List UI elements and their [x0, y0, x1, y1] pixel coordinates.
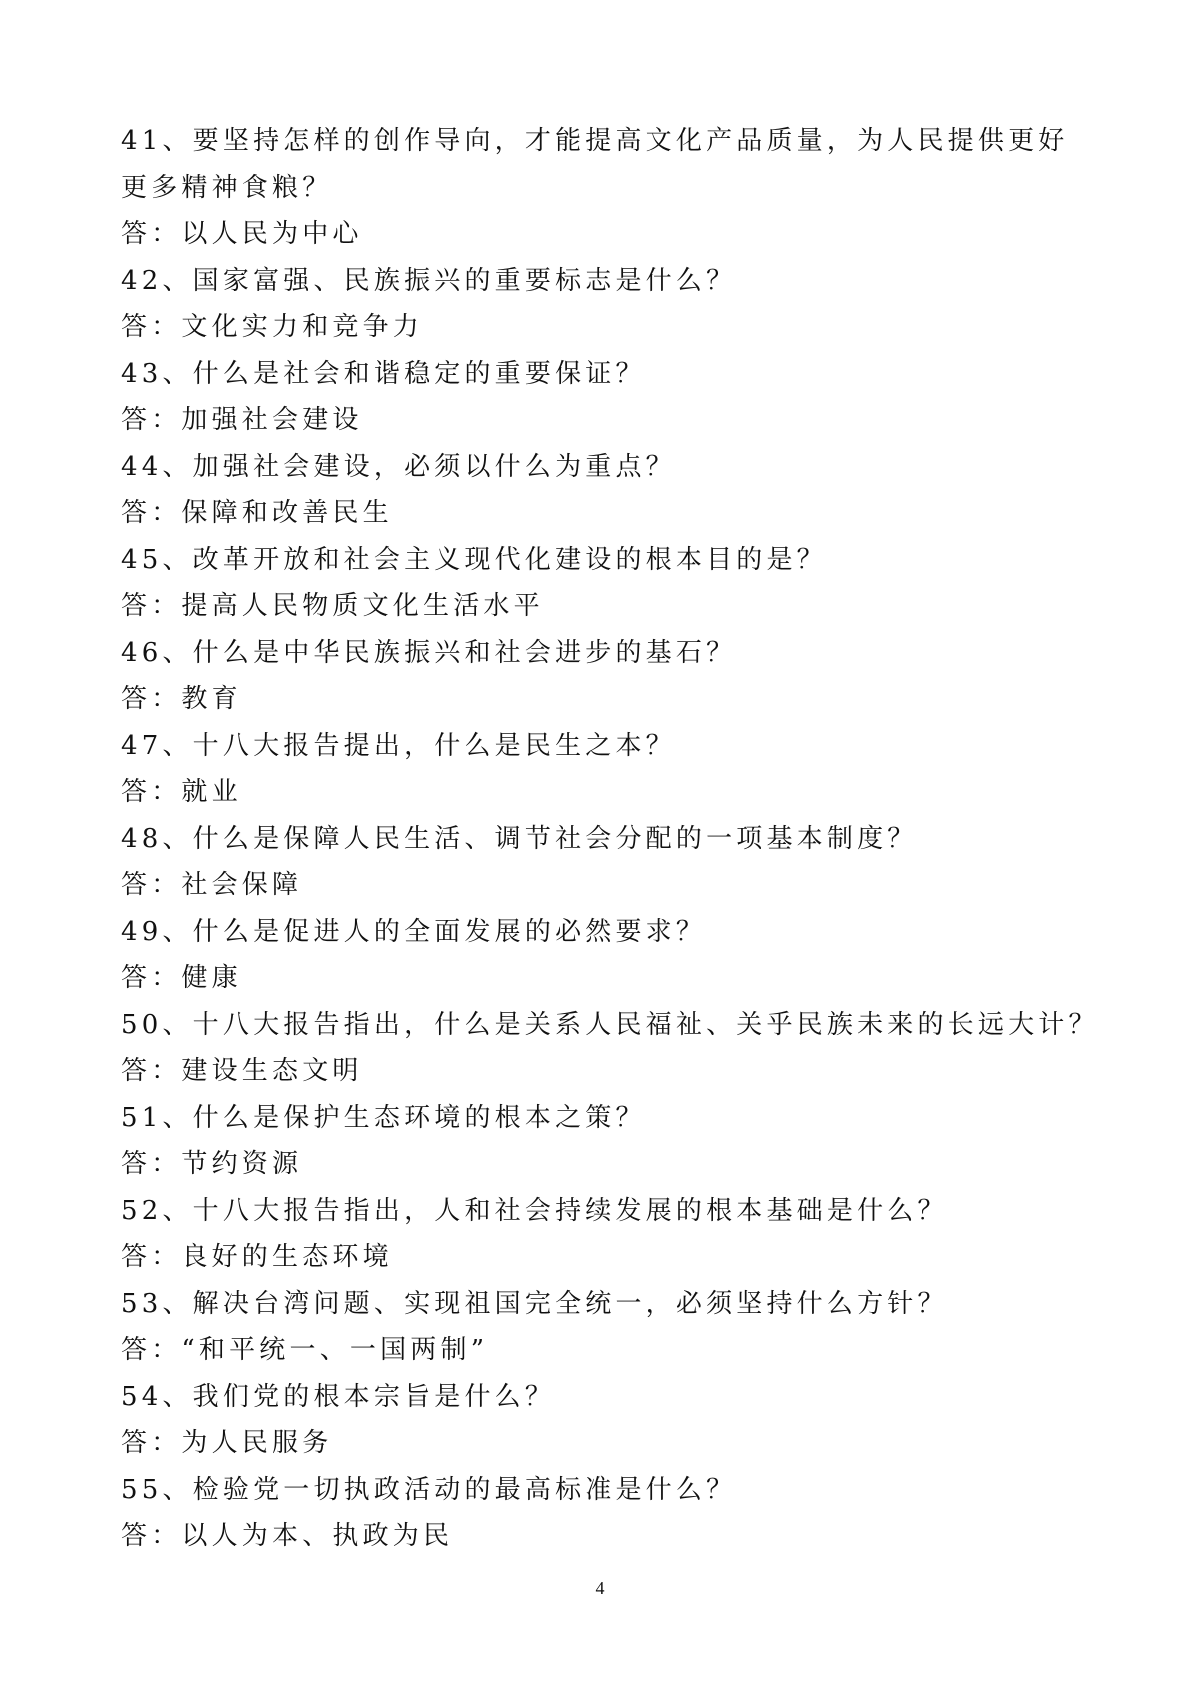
answer-46: 答：教育 [121, 684, 242, 714]
question-50: 50、十八大报告指出，什么是关系人民福祉、关乎民族未来的长远大计？ [121, 1009, 1099, 1040]
answer-44: 答：保障和改善民生 [121, 498, 393, 528]
question-42: 42、国家富强、民族振兴的重要标志是什么？ [121, 265, 737, 296]
question-44: 44、加强社会建设，必须以什么为重点？ [121, 451, 676, 482]
page-number: 4 [595, 1578, 605, 1598]
answer-51: 答：节约资源 [121, 1149, 303, 1179]
qa-list [121, 118, 1099, 1560]
answer-48: 答：社会保障 [121, 870, 303, 900]
answer-52: 答：良好的生态环境 [121, 1242, 393, 1272]
answer-55: 答：以人为本、执政为民 [121, 1521, 454, 1551]
answer-47: 答：就业 [121, 777, 242, 807]
answer-41: 答：以人民为中心 [121, 219, 363, 249]
question-43: 43、什么是社会和谐稳定的重要保证？ [121, 358, 646, 389]
question-55: 55、检验党一切执政活动的最高标准是什么？ [121, 1474, 737, 1505]
question-47: 47、十八大报告提出，什么是民生之本？ [121, 730, 676, 761]
question-46: 46、什么是中华民族振兴和社会进步的基石？ [121, 637, 737, 668]
answer-50: 答：建设生态文明 [121, 1056, 363, 1086]
question-41: 41、要坚持怎样的创作导向，才能提高文化产品质量，为人民提供更好更多精神食粮？ [121, 126, 1069, 203]
question-51: 51、什么是保护生态环境的根本之策？ [121, 1102, 646, 1133]
answer-43: 答：加强社会建设 [121, 405, 363, 435]
answer-42: 答：文化实力和竞争力 [121, 312, 424, 342]
question-52: 52、十八大报告指出，人和社会持续发展的根本基础是什么？ [121, 1195, 948, 1226]
answer-53: 答：“和平统一、一国两制” [121, 1335, 489, 1365]
answer-49: 答：健康 [121, 963, 242, 993]
question-49: 49、什么是促进人的全面发展的必然要求？ [121, 916, 707, 947]
question-45: 45、改革开放和社会主义现代化建设的根本目的是？ [121, 544, 827, 575]
answer-54: 答：为人民服务 [121, 1428, 333, 1458]
question-48: 48、什么是保障人民生活、调节社会分配的一项基本制度？ [121, 823, 918, 854]
question-54: 54、我们党的根本宗旨是什么？ [121, 1381, 556, 1412]
answer-45: 答：提高人民物质文化生活水平 [121, 591, 544, 621]
question-53: 53、解决台湾问题、实现祖国完全统一，必须坚持什么方针？ [121, 1288, 948, 1319]
